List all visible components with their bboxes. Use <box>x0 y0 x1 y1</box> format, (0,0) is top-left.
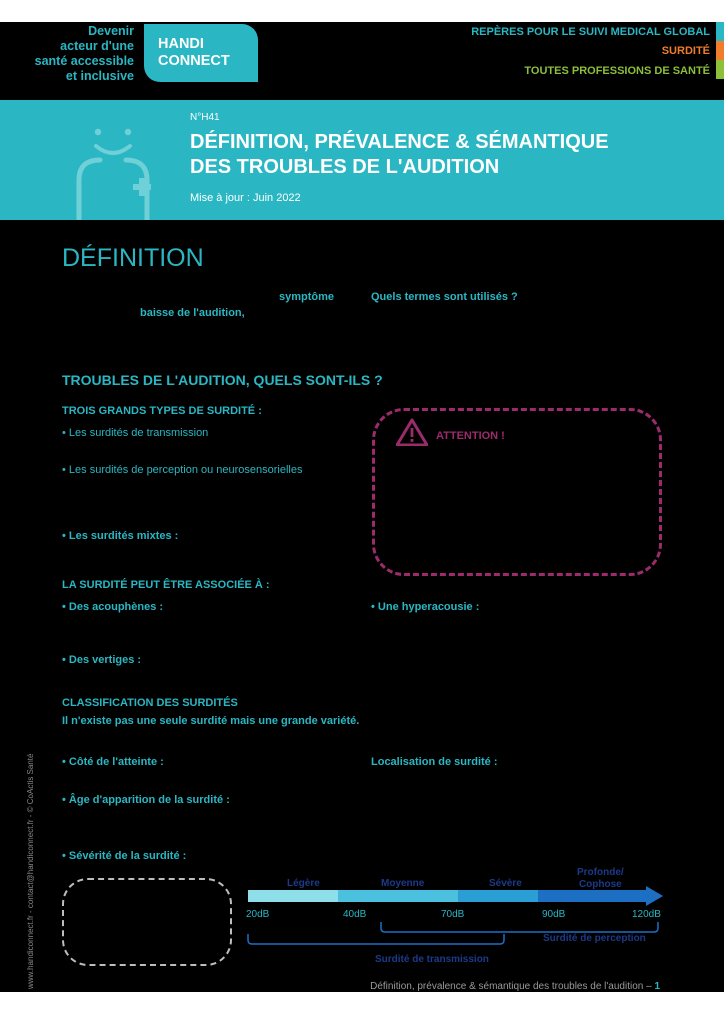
db-70: 70dB <box>441 909 465 920</box>
db-40: 40dB <box>343 909 367 920</box>
type-transmission: • Les surdités de transmission <box>62 427 209 439</box>
title-band <box>0 100 724 220</box>
page <box>0 22 724 992</box>
side-credits: www.handiconnect.fr - contact@handiconnect.fr - © CoActis Santé <box>26 753 35 989</box>
logo-line-2: CONNECT <box>158 53 230 69</box>
category-professions: TOUTES PROFESSIONS DE SANTÉ <box>524 65 710 77</box>
category-surdite: SURDITÉ <box>661 45 710 57</box>
scale-segment-severe <box>458 890 538 902</box>
document-ref: N°H41 <box>190 112 220 123</box>
criterion-localisation: Localisation de surdité : <box>371 756 498 768</box>
warning-icon <box>396 418 428 446</box>
db-120: 120dB <box>632 909 661 920</box>
hearing-loss-term: baisse de l'audition, <box>140 307 245 319</box>
perception-range-label: Surdité de perception <box>543 933 646 944</box>
color-bar-green <box>716 60 724 79</box>
tagline: Devenir acteur d'une santé accessible et inclusive <box>34 24 134 83</box>
handiconnect-logo <box>144 24 258 82</box>
db-20: 20dB <box>246 909 270 920</box>
db-90: 90dB <box>542 909 566 920</box>
doctor-icon <box>76 112 176 220</box>
update-date: Mise à jour : Juin 2022 <box>190 192 301 204</box>
scale-arrow-icon <box>646 886 664 906</box>
definition-heading: DÉFINITION <box>62 244 204 272</box>
page-title: DÉFINITION, PRÉVALENCE & SÉMANTIQUE DES TROUBLES DE L'AUDITION <box>190 131 609 178</box>
level-profonde: Profonde/ Cophose <box>577 867 624 890</box>
type-perception: • Les surdités de perception ou neurosensorielles <box>62 464 303 476</box>
criterion-age: • Âge d'apparition de la surdité : <box>62 794 230 806</box>
terms-question: Quels termes sont utilisés ? <box>371 291 518 303</box>
criterion-severite: • Sévérité de la surdité : <box>62 850 187 862</box>
note-box <box>62 878 232 966</box>
assoc-hyperacousie: • Une hyperacousie : <box>371 601 480 613</box>
color-bar-blue <box>716 22 724 41</box>
assoc-acouphenes: • Des acouphènes : <box>62 601 164 613</box>
level-severe: Sévère <box>489 878 522 889</box>
transmission-range-label: Surdité de transmission <box>375 954 489 965</box>
classification-heading: CLASSIFICATION DES SURDITÉS <box>62 697 238 709</box>
category-suivi: REPÈRES POUR LE SUIVI MEDICAL GLOBAL <box>471 26 710 38</box>
classification-intro: Il n'existe pas une seule surdité mais une grande variété. <box>62 715 360 727</box>
color-bar-orange <box>716 41 724 60</box>
type-mixtes: • Les surdités mixtes : <box>62 530 179 542</box>
page-number: 1 <box>654 981 660 992</box>
assoc-vertiges: • Des vertiges : <box>62 654 142 666</box>
criterion-cote: • Côté de l'atteinte : <box>62 756 164 768</box>
level-moyenne: Moyenne <box>381 878 425 889</box>
attention-label: ATTENTION ! <box>436 430 505 442</box>
types-heading: TROIS GRANDS TYPES DE SURDITÉ : <box>62 405 262 417</box>
logo-line-1: HANDI <box>158 36 204 52</box>
symptom-term: symptôme <box>279 291 335 303</box>
page-footer: Définition, prévalence & sémantique des troubles de l'audition – 1 <box>370 981 660 992</box>
troubles-heading: TROUBLES DE L'AUDITION, QUELS SONT-ILS ? <box>62 372 383 388</box>
assoc-heading: LA SURDITÉ PEUT ÊTRE ASSOCIÉE À : <box>62 579 270 591</box>
scale-segment-legere <box>248 890 338 902</box>
scale-segment-moyenne <box>338 890 458 902</box>
scale-segment-profonde <box>538 890 648 902</box>
level-legere: Légère <box>287 878 320 889</box>
